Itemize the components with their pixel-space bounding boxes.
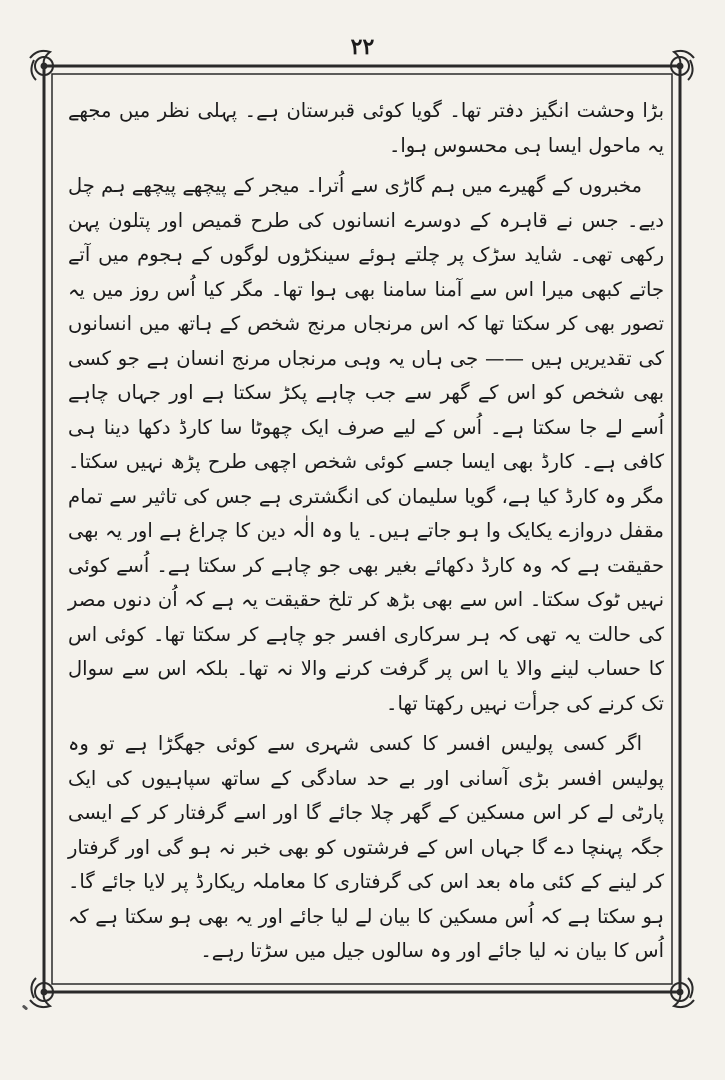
paragraph-2: مخبروں کے گھیرے میں ہم گاڑی سے اُترا۔ میجر کے پیچھے پیچھے ہم چل دیے۔ جس نے قاہرہ کے دوسرے انسانوں کی طرح قمیص اور پتلون پہن رکھی تھی۔ شاید سڑک پر چلتے ہوئے سینکڑوں لوگوں کے ہجوم میں آتے جاتے کبھی میرا اس سے آمنا سامنا بھی ہوا تھا۔ مگر کیا اُس روز میں یہ تصور بھی کر سکتا تھا کہ اس مرنجاں مرنج شخص کے ہاتھ میں انسانوں کی تقدیریں ہیں —— جی ہاں یہ وہی مرنجاں مرنج انسان ہے جو کسی بھی شخص کو اس کے گھر سے جب چاہے پکڑ سکتا ہے اور جہاں چاہے اُسے لے جا سکتا ہے۔ اُس کے لیے صرف ایک چھوٹا سا کارڈ دکھا دینا ہی کافی ہے۔ کارڈ بھی ایسا جسے کوئی شخص اچھی طرح پڑھ نہیں سکتا۔ مگر وہ کارڈ کیا ہے، گویا سلیمان کی انگشتری ہے جس کی تاثیر سے تمام مقفل دروازے یکایک وا ہو جاتے ہیں۔ یا وہ الٰہ دین کا چراغ ہے اور یہ بھی حقیقت ہے کہ وہ کارڈ دکھائے بغیر بھی جو چاہے کر سکتا ہے۔ اُسے کوئی نہیں ٹوک سکتا۔ اس سے بھی بڑھ کر تلخ حقیقت یہ ہے کہ اُن دنوں مصر کی حالت یہ تھی کہ ہر سرکاری افسر جو چاہے کر سکتا تھا۔ کوئی اس کا حساب لینے والا یا اس پر گرفت کرنے والا نہ تھا۔ بلکہ اس سے سوال تک کرنے کی جرأت نہیں رکھتا تھا۔ — [68, 174, 664, 715]
paragraph-3: اگر کسی پولیس افسر کا کسی شہری سے کوئی جھگڑا ہے تو وہ پولیس افسر بڑی آسانی اور بے حد سادگی کے ساتھ سپاہیوں کی ایک پارٹی لے کر اس مسکین کے گھر چلا جائے گا اور اسے گرفتار کر کے ایسی جگہ پہنچا دے گا جہاں اس کے فرشتوں کو بھی خبر نہ ہو گی اور گرفتار کر لینے کے کئی ماہ بعد اس کی گرفتاری کا معاملہ ریکارڈ پر لایا جائے گا۔ ہو سکتا ہے کہ اُس مسکین کا بیان لے لیا جائے اور یہ بھی ہو سکتا ہے کہ اُس کا بیان نہ لیا جائے اور وہ سالوں جیل میں سڑتا رہے۔ — [68, 732, 664, 962]
body-text — [68, 94, 664, 975]
page-number: ۲۲ — [350, 34, 375, 60]
paragraph-1: بڑا وحشت انگیز دفتر تھا۔ گویا کوئی قبرستان ہے۔ پہلی نظر میں مجھے یہ ماحول ایسا ہی محسوس ہوا۔ — [68, 99, 664, 157]
